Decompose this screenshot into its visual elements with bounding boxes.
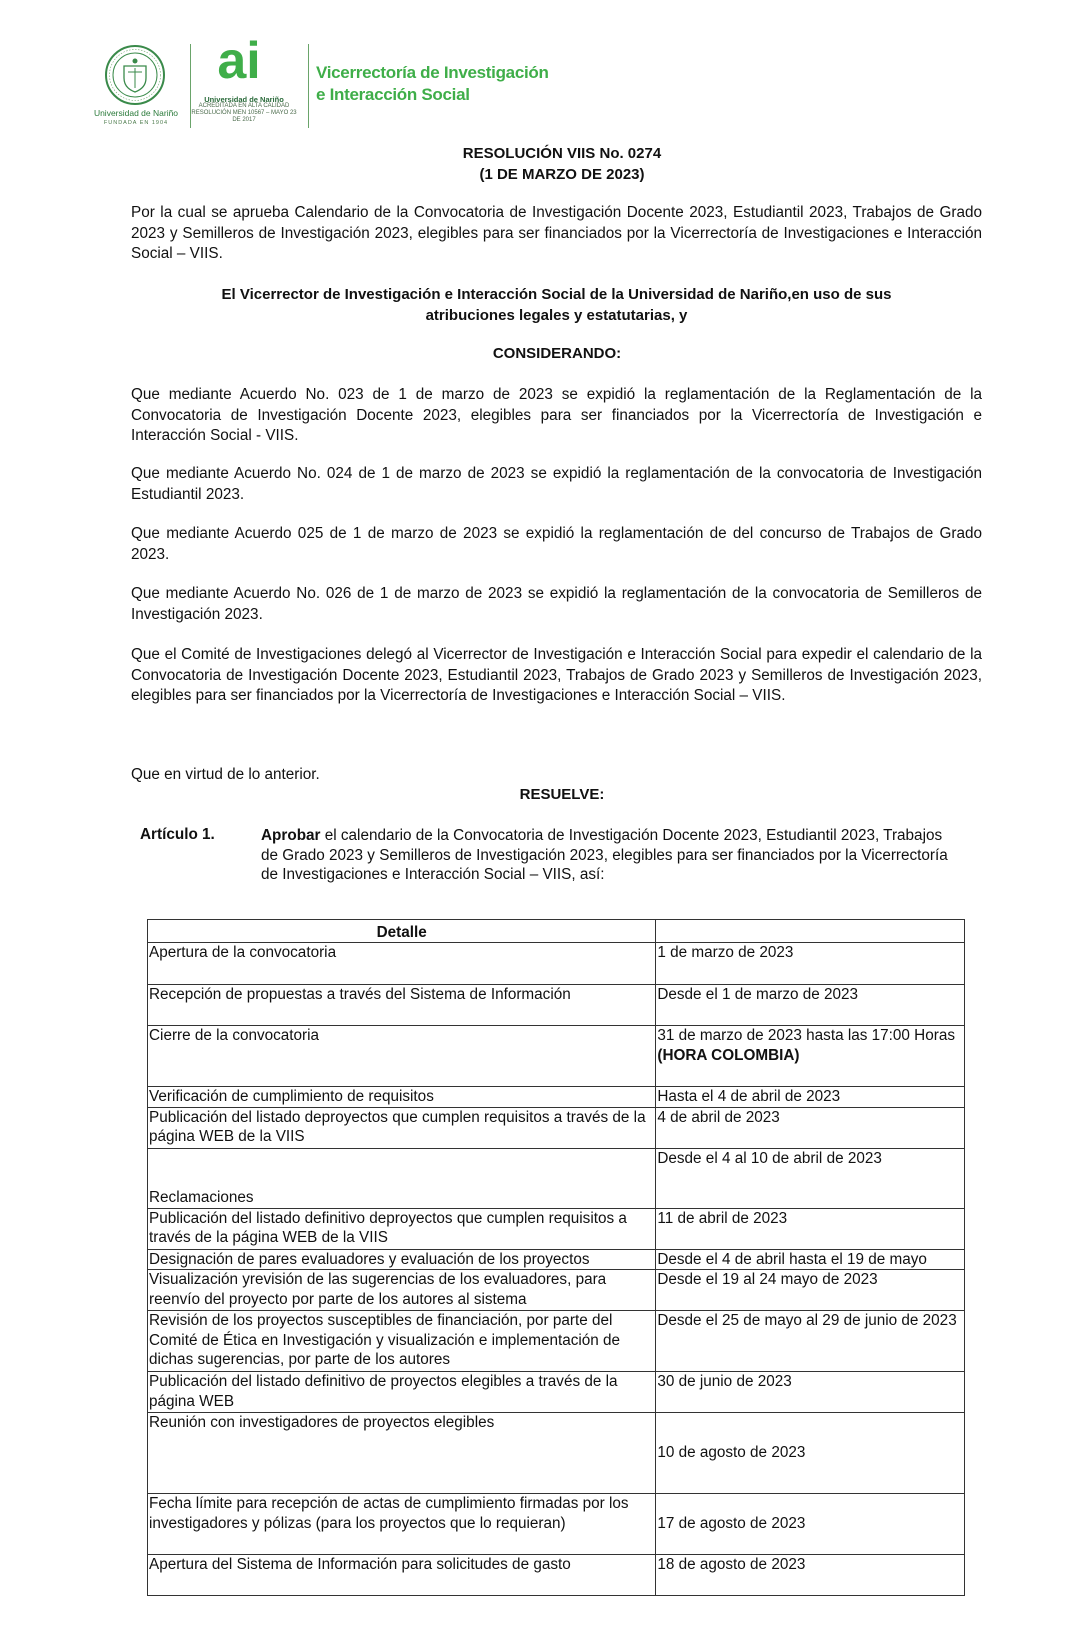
row-detail: Revisión de los proyectos susceptibles de financiación, por parte del Comité de Ética en Investigación y visualización e implementación de dichas sugerencias, por parte de los autores (148, 1311, 656, 1372)
letterhead (86, 40, 686, 128)
row-detail: Publicación del listado definitivo de proyectos elegibles a través de la página WEB (148, 1372, 656, 1413)
seal-university-name: Universidad de Nariño (93, 108, 179, 118)
authority-line1: El Vicerrector de Investigación e Interacción Social de la Universidad de Nariño,en uso de sus (221, 286, 892, 303)
table-header-row (148, 920, 965, 943)
intro-paragraph: Por la cual se aprueba Calendario de la Convocatoria de Investigación Docente 2023, Estudiantil 2023, Trabajos de Grado 2023 y Semilleros de Investigación 2023, elegibles para ser financiados por la Vicerrectoría de Investigaciones e Interacción Social – VIIS. (131, 204, 982, 262)
resolution-heading (362, 143, 762, 185)
row-detail: Verificación de cumplimiento de requisitos (148, 1087, 656, 1108)
table-row (148, 1249, 965, 1270)
considerando-3: Que mediante Acuerdo 025 de 1 de marzo de 2023 se expidió la reglamentación de del concurso de Trabajos de Grado 2023. (131, 525, 982, 563)
row-detail: Apertura del Sistema de Información para solicitudes de gasto (148, 1555, 656, 1596)
table-row (148, 943, 965, 985)
row-detail: Reclamaciones (148, 1148, 656, 1208)
authority-statement (131, 284, 982, 326)
row-detail: Cierre de la convocatoria (148, 1026, 656, 1087)
table-row (148, 1311, 965, 1372)
row-date: Desde el 4 de abril hasta el 19 de mayo (656, 1249, 965, 1270)
virtud-paragraph: Que en virtud de lo anterior. (131, 766, 320, 783)
header-detail: Detalle (148, 920, 656, 943)
table-row (148, 1107, 965, 1148)
ai-caption (190, 96, 298, 124)
ai-university: Universidad de Nariño (204, 95, 284, 104)
office-title-line2: e Interacción Social (316, 85, 470, 104)
row-date-bold: (HORA COLOMBIA) (657, 1046, 800, 1064)
row-date: 1 de marzo de 2023 (656, 943, 965, 985)
table-row (148, 1208, 965, 1249)
row-detail: Apertura de la convocatoria (148, 943, 656, 985)
article-label: Artículo 1. (140, 826, 215, 843)
table-row (148, 1555, 965, 1596)
table-row (148, 985, 965, 1026)
office-title-line1: Vicerrectoría de Investigación (316, 63, 549, 82)
considerando-heading: CONSIDERANDO: (492, 345, 622, 362)
table-row (148, 1372, 965, 1413)
row-date: Desde el 4 al 10 de abril de 2023 (656, 1148, 965, 1208)
table-row (148, 1087, 965, 1108)
considerando-1: Que mediante Acuerdo No. 023 de 1 de marzo de 2023 se expidió la reglamentación de la Reglamentación de la Convocatoria de Investigación Docente 2023, elegibles para ser financiados por la Vicerrectoría de Investigación e Interacción Social - VIIS. (131, 386, 982, 444)
authority-line2: atribuciones legales y estatutarias, y (425, 307, 688, 324)
row-date: Desde el 1 de marzo de 2023 (656, 985, 965, 1026)
ai-logo-letters: ai (217, 38, 261, 90)
article-lead: Aprobar (261, 827, 321, 844)
table-row (148, 1148, 965, 1208)
office-title (316, 62, 549, 106)
resolution-date: (1 DE MARZO DE 2023) (479, 166, 645, 183)
row-date: 18 de agosto de 2023 (656, 1555, 965, 1596)
row-detail: Designación de pares evaluadores y evaluación de los proyectos (148, 1249, 656, 1270)
article-body: el calendario de la Convocatoria de Investigación Docente 2023, Estudiantil 2023, Trabajos de Grado 2023 y Semilleros de Investigación 2023, elegibles para ser financiados por la Vicerrectoría de Investigaciones e Interacción Social – VIIS, así: (261, 827, 948, 883)
row-date: 10 de agosto de 2023 (656, 1413, 965, 1494)
row-detail: Visualización yrevisión de las sugerencias de los evaluadores, para reenvío del proyecto por parte de los autores al sistema (148, 1270, 656, 1311)
article-text (261, 826, 956, 885)
seal-founded: FUNDADA EN 1904 (103, 120, 169, 126)
row-date: Desde el 25 de mayo al 29 de junio de 2023 (656, 1311, 965, 1372)
table-row (148, 1494, 965, 1555)
resolution-number: RESOLUCIÓN VIIS No. 0274 (462, 145, 662, 162)
row-detail: Fecha límite para recepción de actas de cumplimiento firmadas por los investigadores y pólizas (para los proyectos que lo requieran) (148, 1494, 656, 1555)
calendar-table (147, 919, 965, 1596)
divider (308, 44, 309, 128)
row-date: 17 de agosto de 2023 (656, 1494, 965, 1555)
considerando-4: Que mediante Acuerdo No. 026 de 1 de marzo de 2023 se expidió la reglamentación de la convocatoria de Semilleros de Investigación 2023. (131, 585, 982, 623)
row-date: 4 de abril de 2023 (656, 1107, 965, 1148)
row-date: 30 de junio de 2023 (656, 1372, 965, 1413)
ai-accreditation-2: RESOLUCIÓN MEN 10567 – MAYO 23 DE 2017 (191, 110, 297, 123)
row-date-text: 31 de marzo de 2023 hasta las 17:00 Horas (657, 1027, 955, 1044)
resuelve-heading: RESUELVE: (519, 786, 605, 803)
considerando-2: Que mediante Acuerdo No. 024 de 1 de marzo de 2023 se expidió la reglamentación de la convocatoria de Investigación Estudiantil 2023. (131, 465, 982, 503)
row-detail: Recepción de propuestas a través del Sistema de Información (148, 985, 656, 1026)
row-detail: Reunión con investigadores de proyectos elegibles (148, 1413, 656, 1494)
row-detail: Publicación del listado definitivo deproyectos que cumplen requisitos a través de la página WEB de la VIIS (148, 1208, 656, 1249)
table-row (148, 1270, 965, 1311)
ai-accreditation-1: ACREDITADA EN ALTA CALIDAD (198, 103, 290, 109)
header-date (656, 920, 965, 943)
row-date: Desde el 19 al 24 mayo de 2023 (656, 1270, 965, 1311)
row-date: Hasta el 4 de abril de 2023 (656, 1087, 965, 1108)
considerando-5: Que el Comité de Investigaciones delegó al Vicerrector de Investigación e Interacción Social para expedir el calendario de la Convocatoria de Investigación Docente 2023, Estudiantil 2023, Trabajos de Grado 2023 y Semilleros de Investigación 2023, elegibles para ser financiados por la Vicerrectoría de Investigaciones e Interacción Social – VIIS. (131, 646, 982, 704)
table-row (148, 1026, 965, 1087)
seal-caption (86, 108, 186, 128)
university-seal-icon (104, 44, 166, 106)
row-date: 11 de abril de 2023 (656, 1208, 965, 1249)
row-date (656, 1026, 965, 1087)
row-detail: Publicación del listado deproyectos que cumplen requisitos a través de la página WEB de la VIIS (148, 1107, 656, 1148)
table-row (148, 1413, 965, 1494)
